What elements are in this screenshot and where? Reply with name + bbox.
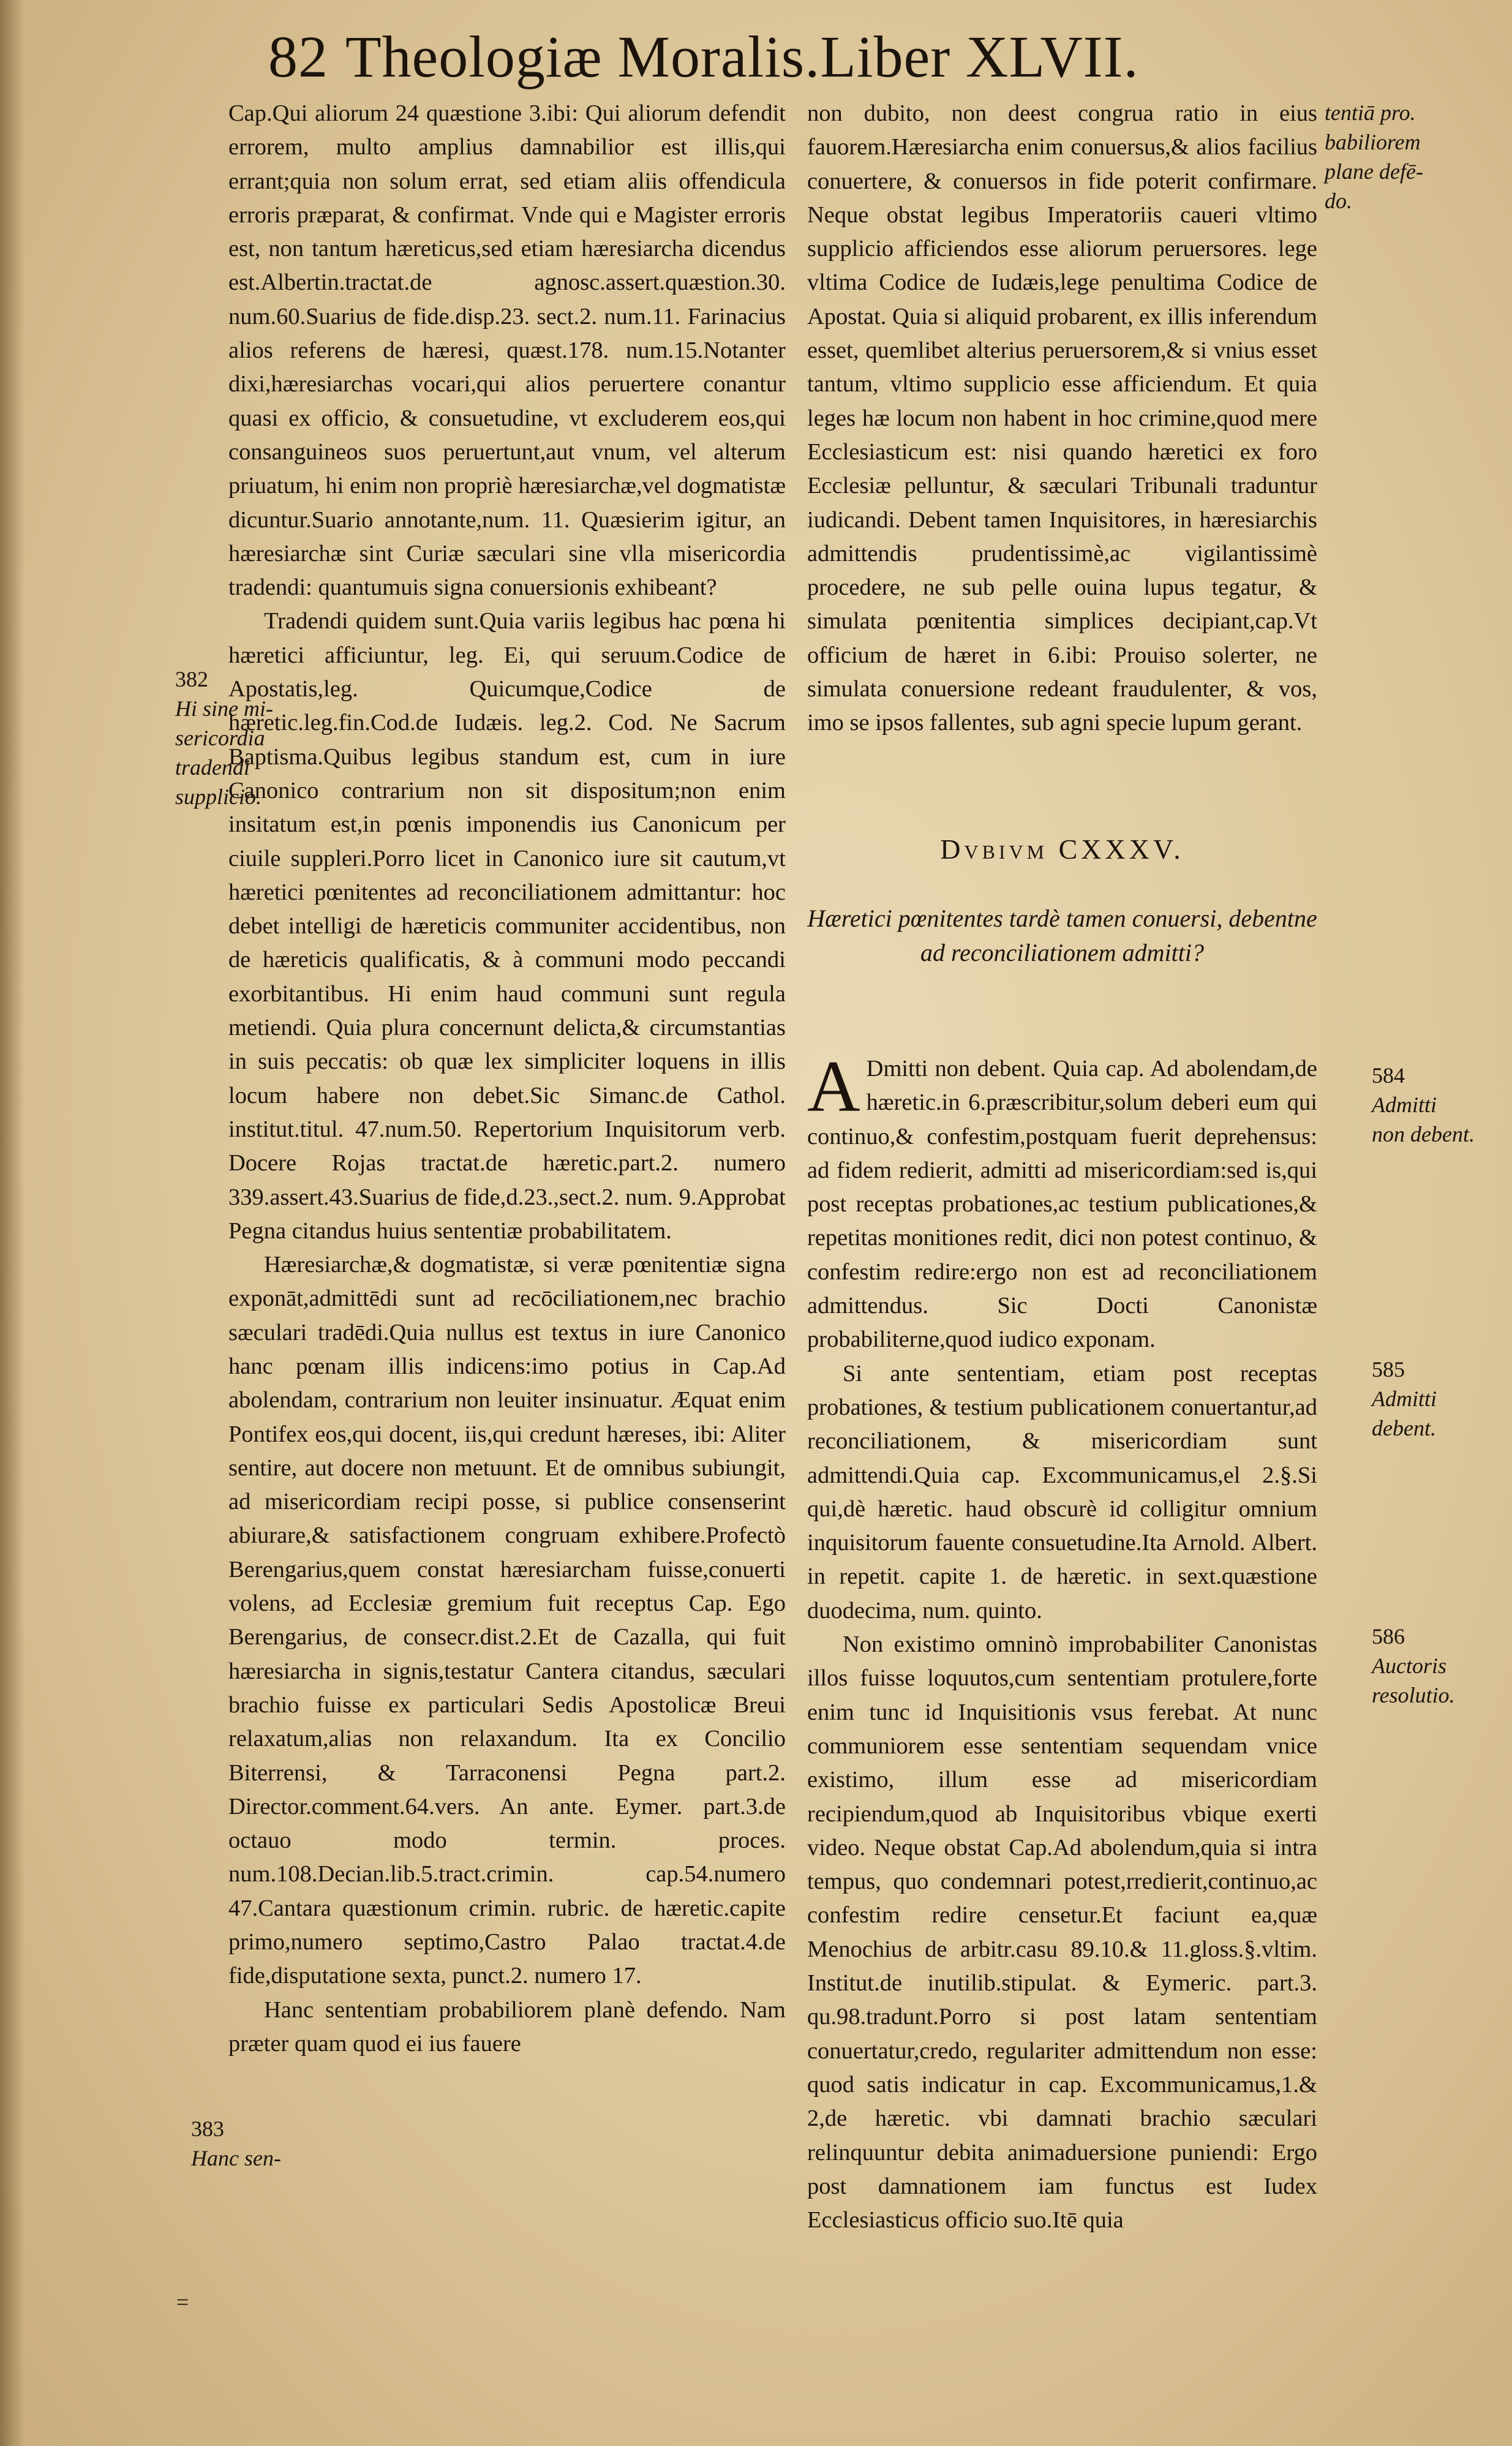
left-paragraph-3: Hæresiarchæ,& dogmatistæ, si veræ pœnitentiæ signa exponāt,admittēdi sunt ad recōciliationem,nec brachio sæculari tradēdi.Quia nullus est textus in iure Canonico hanc pœnam illis indicens:imo potius in Cap.Ad abolendam, contrarium non leuiter insinuatur. Æquat enim Pontifex eos,qui docent, iis,qui credunt hæreses, ibi: Aliter sentire, aut docere non metuunt. Et de omnibus subiungit, ad misericordiam recipi posse, si publice consenserint abiurare,& satisfactionem congruam exhibere.Profectò Berengarius,quem constat hæresiarcham fuisse,conuerti volens, ad Ecclesiæ gremium fuit receptus Cap. Ego Berengarius, de consecr.dist.2.Et de Cazalla, qui fuit hæresiarcha in signis,testatur Cantera citandus, sæculari brachio fuisse ex particulari Sedis Apostolicæ Breui relaxatum,alias non relaxandum. Ita ex Concilio Biterrensi, & Tarraconensi Pegna part.2. Director.comment.64.vers. An ante. Eymer. part.3.de octauo modo termin. proces. num.108.Decian.lib.5.tract.crimin. cap.54.numero 47.Cantara quæstionum crimin. rubric. de hæretic.capite primo,numero septimo,Castro Palao tractat.4.de fide,disputatione sexta, punct.2. numero 17. bbox=[228, 1252, 786, 1989]
margin-note-586-number: 586 bbox=[1372, 1624, 1405, 1649]
margin-note-line: Admitti bbox=[1372, 1387, 1437, 1411]
margin-note-382-line: supplicio. bbox=[175, 785, 261, 809]
dubium-title: Dvbivm CXXXV. bbox=[940, 834, 1184, 865]
margin-note-line: plane defē- bbox=[1325, 159, 1423, 184]
margin-note-line: Auctoris bbox=[1372, 1654, 1446, 1678]
left-column bbox=[228, 97, 786, 2061]
margin-note-top-right bbox=[1325, 98, 1423, 216]
dubium-question: Hæretici pœnitentes tardè tamen conuersi, debentne ad reconciliationem admitti? bbox=[807, 905, 1317, 966]
right-paragraph-1-text: Dmitti non debent. Quia cap. Ad abolendam,de hæretic.in 6.præscribitur,solum deberi eum qui continuo,& confestim,postquam fuerit deprehensus: ad fidem redierit, admitti ad misericordiam:sed is,qui post receptas probationes,ac testium publicationes,& repetitas monitiones redit, dici non potest continuo, & confestim redire:ergo non est ad reconciliationem admittendus. Sic Docti Canonistæ probabiliterne,quod iudico exponam. bbox=[807, 1056, 1317, 1353]
margin-note-586 bbox=[1372, 1622, 1455, 1710]
margin-note-line: tentiā pro. bbox=[1325, 100, 1416, 125]
margin-note-line: resolutio. bbox=[1372, 1683, 1455, 1707]
page-number: 82 bbox=[268, 24, 328, 89]
right-paragraph-2: Si ante sententiam, etiam post receptas probationes, & testium publicationem conuertantur,ad reconciliationem, & misericordiam sunt admittendi.Quia cap. Excommunicamus,el 2.§.Si qui,dè hæretic. haud obscurè id colligitur omnium inquisitorum fauente consuetudine.Ita Arnold. Albert. in repetit. capite 1. de hæretic. in sext.quæstione duodecima, num. quinto. bbox=[807, 1360, 1317, 1624]
margin-note-584 bbox=[1372, 1061, 1475, 1149]
left-paragraph-1: Cap.Qui aliorum 24 quæstione 3.ibi: Qui aliorum defendit errorem, multo amplius damnabilior est illis,qui errant;quia non solum errat, sed etiam aliis offendicula erroris præparat, & confirmat. Vnde qui e Magister erroris est, non tantum hæreticus,sed etiam hæresiarcha dicendus est.Albertin.tractat.de agnosc.assert.quæstion.30. num.60.Suarius de fide.disp.23. sect.2. num.11. Farinacius alios referens de hæresi, quæst.178. num.15.Notanter dixi,hæresiarchas vocari,qui alios peruertere conantur quasi ex officio, & consuetudine, vt excluderem eos,qui consanguineos suos peruertunt,aut vnum, vel alterum priuatum, hi enim non propriè hæresiarchæ,vel dogmatistæ dicuntur.Suario annotante,num. 11. Quæsierim igitur, an hæresiarchæ sint Curiæ sæculari sine vlla misericordia tradendi: quantumuis signa conuersionis exhibeant? bbox=[228, 100, 786, 601]
margin-note-382-number: 382 bbox=[175, 667, 208, 691]
margin-note-line: Admitti bbox=[1372, 1093, 1437, 1117]
margin-note-584-number: 584 bbox=[1372, 1063, 1405, 1088]
margin-note-line: non debent. bbox=[1372, 1122, 1475, 1146]
drop-cap: A bbox=[807, 1045, 860, 1127]
margin-note-line: babiliorem bbox=[1325, 130, 1421, 154]
right-column-top bbox=[807, 97, 1317, 740]
gutter-shadow bbox=[0, 0, 24, 2446]
margin-note-585-number: 585 bbox=[1372, 1357, 1405, 1382]
right-paragraph-3: Non existimo omninò improbabiliter Canonistas illos fuisse loquutos,cum sententiam protulere,forte enim tunc id Inquisitionis vsus ferebat. At nunc communiorem esse sententiam sequendam vnice existimo, illum esse ad misericordiam recipiendum,quod ab Inquisitoribus vbique exerti video. Neque obstat Cap.Ad abolendum,quia si intra tempus, quo condemnari potest,rredierit,continuo,ac confestim redire censetur.Et faciunt ea,quæ Menochius de arbitr.casu 89.10.& 11.gloss.§.vltim. Institut.de inutilib.stipulat. & Eymeric. part.3. qu.98.tradunt.Porro si post latam sententiam conuertatur,credo, regulariter admittendum non esse: quod satis indicatur in cap. Excommunicamus,1.& 2,de hæretic. vbi damnati brachio sæculari relinquuntur debita animaduersione puniendi: Ergo post damnationem iam functus est Iudex Ecclesiasticus officio suo.Itē quia bbox=[807, 1631, 1317, 2233]
margin-note-382 bbox=[175, 664, 273, 811]
right-paragraph-1 bbox=[807, 1045, 1317, 1357]
margin-note-585 bbox=[1372, 1355, 1437, 1443]
page-header bbox=[268, 24, 1139, 89]
margin-note-382-line: tradendi bbox=[175, 755, 250, 780]
margin-note-line: do. bbox=[1325, 189, 1352, 213]
margin-note-382-line: Hi sine mi- bbox=[175, 696, 273, 721]
footer-mark: = bbox=[176, 2290, 189, 2314]
right-column-dubium-body bbox=[807, 1045, 1317, 2237]
left-paragraph-4: Hanc sententiam probabiliorem planè defendo. Nam præter quam quod ei ius fauere bbox=[228, 1996, 786, 2057]
margin-note-383-number: 383 bbox=[191, 2117, 224, 2141]
margin-note-382-line: sericordia bbox=[175, 726, 265, 750]
right-top-paragraph: non dubito, non deest congrua ratio in eius fauorem.Hæresiarcha enim conuersus,& alios facilius conuertere, & conuersos in fide poterit confirmare. Neque obstat legibus Imperatoriis caueri vltimo supplicio afficiendos esse aliorum peruersores. lege vltima Codice de Iudæis,lege penultima Codice de Apostat. Quia si aliquid probarent, ex illis inferendum esset, quemlibet alterius peruersorem,& si vnius esset tantum, vltimo supplicio esse afficiendum. Et quia leges hæ locum non habent in hoc crimine,quod mere Ecclesiasticum est: nisi quando hæretici ex foro Ecclesiæ pelluntur, & sæculari Tribunali traduntur iudicandi. Debent tamen Inquisitores, in hæresiarchis admittendis prudentissimè,ac vigilantissimè procedere, ne sub pelle ouina lupus tegatur, & simulata pœnitentia simplices decipiant,cap.Vt officium de hæret in 6.ibi: Prouiso solerter, ne simulata conuersione redeant fraudulenter, & vos, imo se ipsos fallentes, sub agni specie lupum gerant. bbox=[807, 100, 1317, 736]
margin-note-383 bbox=[191, 2114, 281, 2173]
margin-note-383-text: Hanc sen- bbox=[191, 2146, 281, 2170]
margin-note-line: debent. bbox=[1372, 1416, 1436, 1440]
left-paragraph-2: Tradendi quidem sunt.Quia variis legibus hac pœna hi hæretici afficiuntur, leg. Ei, qui seruum.Codice de Apostatis,leg. Quicumque,Codice de hæretic.leg.fin.Cod.de Iudæis. leg.2. Cod. Ne Sacrum Baptisma.Quibus legibus standum est, cum in iure Canonico contrarium non sit dispositum;non enim insitatum est,in pœnis imponendis ius Canonicum per ciuile suppleri.Porro licet in Canonico iure sit cautum,vt hæretici pœnitentes ad reconciliationem admittantur: hoc debet intelligi de hæreticis communiter accidentibus, non de hæreticis qualificatis, & à communi modo peccandi exorbitantibus. Hi enim haud communi sunt regula metiendi. Quia plura concernunt delicta,& circumstantias in suis peccatis: ob quæ lex simpliciter loquens in illis locum habere non debet.Sic Simanc.de Cathol. institut.titul. 47.num.50. Repertorium Inquisitorum verb. Docere Rojas tractat.de hæretic.part.2. numero 339.assert.43.Suarius de fide,d.23.,sect.2. num. 9.Approbat Pegna citandus huius sententiæ probabilitatem. bbox=[228, 608, 786, 1244]
running-title: Theologiæ Moralis.Liber XLVII. bbox=[345, 24, 1139, 89]
